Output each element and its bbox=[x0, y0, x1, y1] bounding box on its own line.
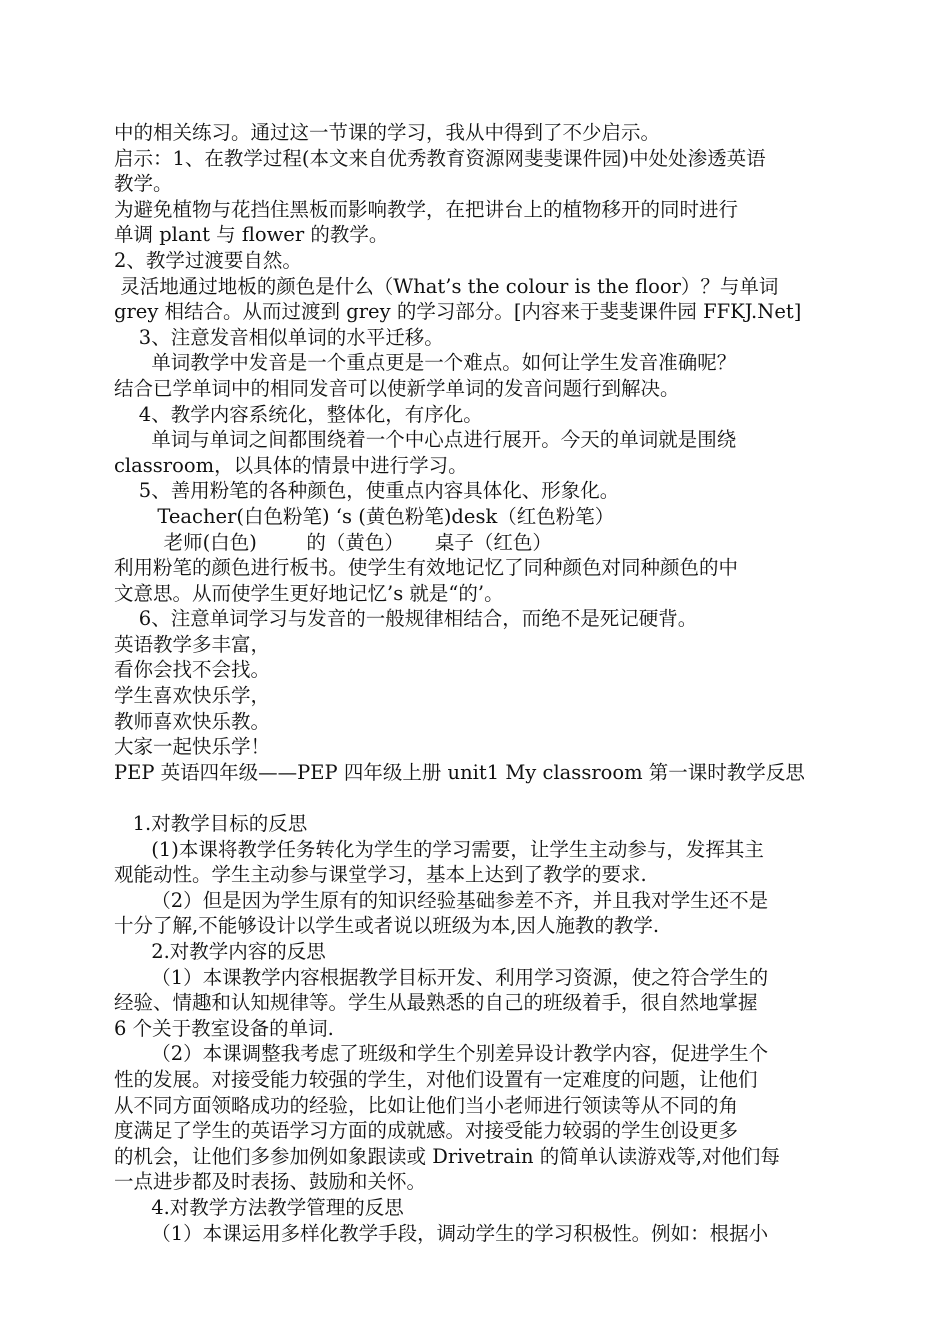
text-line: 2、教学过渡要自然。 bbox=[114, 248, 302, 272]
text-line: 为避免植物与花挡住黑板而影响教学，在把讲台上的植物移开的同时进行 bbox=[114, 197, 739, 221]
text-line: 观能动性。学生主动参与课堂学习，基本上达到了教学的要求. bbox=[114, 863, 647, 887]
text-line: 从不同方面领略成功的经验，比如让他们当小老师进行领读等从不同的角 bbox=[114, 1093, 739, 1117]
text-line: 经验、情趣和认知规律等。学生从最熟悉的自己的班级着手，很自然地掌握 bbox=[114, 991, 758, 1015]
text-line: 十分了解,不能够设计以学生或者说以班级为本,因人施教的教学. bbox=[114, 914, 660, 938]
poem-line: 学生喜欢快乐学， bbox=[114, 684, 271, 708]
text-line: （1）本课教学内容根据教学目标开发、利用学习资源，使之符合学生的 bbox=[114, 965, 769, 989]
text-line: 6 个关于教室设备的单词. bbox=[114, 1016, 334, 1040]
text-line: grey 相结合。从而过渡到 grey 的学习部分。[内容来于斐斐课件园 FFKJ.Net] bbox=[114, 300, 802, 324]
text-line: Teacher(白色粉笔) ‘s (黄色粉笔)desk（红色粉笔） bbox=[114, 504, 615, 528]
text-line: 结合已学单词中的相同发音可以使新学单词的发音问题行到解决。 bbox=[114, 376, 680, 400]
heading-line: 1.对教学目标的反思 bbox=[114, 812, 308, 836]
text-line: 3、注意发音相似单词的水平迁移。 bbox=[114, 325, 444, 349]
text-line: 单调 plant 与 flower 的教学。 bbox=[114, 223, 389, 247]
text-line: 6、注意单词学习与发音的一般规律相结合，而绝不是死记硬背。 bbox=[114, 607, 698, 631]
poem-line: 看你会找不会找。 bbox=[114, 658, 271, 682]
text-line: classroom，以具体的情景中进行学习。 bbox=[114, 453, 468, 477]
text-line: （2）本课调整我考虑了班级和学生个别差异设计教学内容，促进学生个 bbox=[114, 1042, 769, 1066]
text-line: 一点进步都及时表扬、鼓励和关怀。 bbox=[114, 1170, 427, 1194]
text-line: 4、教学内容系统化，整体化，有序化。 bbox=[114, 402, 483, 426]
text-line: 性的发展。对接受能力较强的学生，对他们设置有一定难度的问题，让他们 bbox=[114, 1067, 758, 1091]
text-line: 老师(白色) 的（黄色） 桌子（红色） bbox=[114, 530, 552, 554]
heading-line: 4.对教学方法教学管理的反思 bbox=[114, 1195, 404, 1219]
text-line: 灵活地通过地板的颜色是什么（What’s the colour is the floor）？与单词 bbox=[114, 274, 779, 298]
text-line: （1）本课运用多样化教学手段，调动学生的学习积极性。例如：根据小 bbox=[114, 1221, 769, 1245]
section-title: PEP 英语四年级——PEP 四年级上册 unit1 My classroom 第一课时教学反思 bbox=[114, 760, 805, 784]
text-line: 教学。 bbox=[114, 172, 173, 196]
text-line: 单词教学中发音是一个重点更是一个难点。如何让学生发音准确呢？ bbox=[114, 351, 737, 375]
poem-line: 教师喜欢快乐教。 bbox=[114, 709, 271, 733]
text-line: 度满足了学生的英语学习方面的成就感。对接受能力较弱的学生创设更多 bbox=[114, 1119, 739, 1143]
text-line: 的机会，让他们多参加例如象跟读或 Drivetrain 的简单认读游戏等,对他们每 bbox=[114, 1144, 780, 1168]
text-line: 中的相关练习。通过这一节课的学习，我从中得到了不少启示。 bbox=[114, 121, 661, 144]
blank-line bbox=[114, 785, 838, 811]
heading-line: 2.对教学内容的反思 bbox=[114, 940, 326, 963]
text-line: 利用粉笔的颜色进行板书。使学生有效地记忆了同种颜色对同种颜色的中 bbox=[114, 556, 739, 580]
poem-line: 英语教学多丰富， bbox=[114, 632, 271, 656]
text-line: 文意思。从而使学生更好地记忆’s 就是“的’。 bbox=[114, 581, 504, 605]
text-line: 5、善用粉笔的各种颜色，使重点内容具体化、形象化。 bbox=[114, 479, 620, 503]
text-line: （2）但是因为学生原有的知识经验基础参差不齐，并且我对学生还不是 bbox=[114, 888, 769, 912]
document-body bbox=[114, 120, 838, 1246]
text-line: 启示：1、在教学过程(本文来自优秀教育资源网斐斐课件园)中处处渗透英语 bbox=[114, 146, 766, 170]
text-line: (1)本课将教学任务转化为学生的学习需要，让学生主动参与，发挥其主 bbox=[114, 837, 764, 861]
text-line: 单词与单词之间都围绕着一个中心点进行展开。今天的单词就是围绕 bbox=[114, 428, 737, 452]
poem-line: 大家一起快乐学！ bbox=[114, 735, 271, 759]
